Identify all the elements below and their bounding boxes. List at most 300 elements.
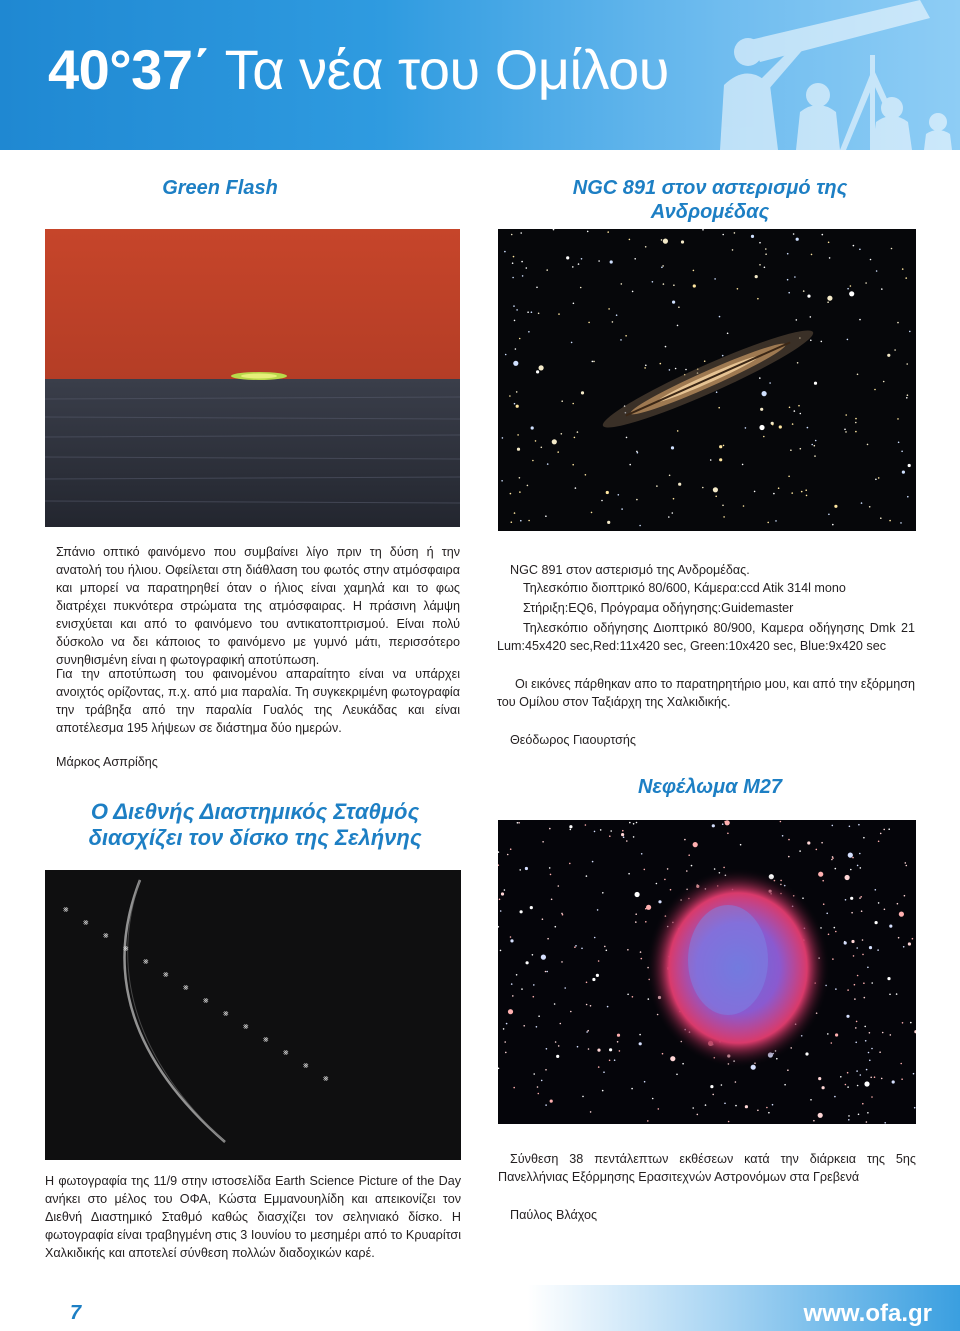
star-dot [759, 425, 764, 430]
star-dot [878, 841, 880, 843]
star-dot [514, 403, 516, 405]
star-dot [562, 914, 564, 916]
star-dot [631, 1088, 633, 1090]
star-dot [673, 498, 675, 500]
star-dot [573, 303, 575, 305]
star-dot [828, 514, 830, 516]
star-dot [734, 232, 736, 234]
iss-marker: ⨳ [243, 1022, 249, 1032]
star-dot [625, 335, 627, 337]
star-dot [898, 937, 900, 939]
star-dot [862, 1103, 864, 1105]
star-dot [587, 231, 589, 233]
star-dot [504, 251, 506, 253]
star-dot [863, 982, 865, 984]
star-dot [581, 948, 583, 950]
star-dot [722, 505, 724, 507]
star-dot [723, 516, 725, 518]
star-dot [629, 239, 631, 241]
star-dot [629, 464, 631, 466]
star-dot [572, 266, 574, 268]
star-dot [574, 946, 576, 948]
ngc891-exposure: Τηλεσκόπιο οδήγησης Διοπτρικό 80/900, Καμερα οδήγησης Dmk 21 Lum:45x420 sec,Red:11x420 sec, Green:10x420 sec, Blue:9x420 sec [497, 621, 915, 653]
star-dot [732, 249, 734, 251]
star-dot [719, 445, 722, 448]
star-dot [626, 437, 628, 439]
m27-paragraph: Σύνθεση 38 πεντάλεπτων εκθέσεων κατά την διάρκεια της 5ης Πανελλήνιας Εξόρμησης Ερασιτεχνών Αστρονόμων στα Γρεβενά [498, 1152, 916, 1184]
star-dot [500, 910, 502, 912]
iss-marker: ⨳ [263, 1035, 269, 1045]
star-dot [644, 1081, 646, 1083]
star-dot [614, 1059, 616, 1061]
star-dot [510, 493, 512, 495]
star-dot [822, 234, 824, 236]
star-dot [516, 405, 519, 408]
star-dot [590, 1111, 592, 1113]
star-dot [854, 998, 856, 1000]
star-dot [667, 868, 669, 870]
star-dot [545, 1069, 547, 1071]
star-dot [905, 277, 907, 279]
star-dot [856, 1021, 858, 1023]
star-dot [866, 1121, 868, 1123]
star-dot [588, 1048, 590, 1050]
star-dot [618, 494, 620, 496]
star-dot [511, 983, 513, 985]
star-dot [908, 464, 911, 467]
star-dot [902, 268, 904, 270]
star-dot [612, 321, 614, 323]
green-flash-paragraph-2: Για την αποτύπωση του φαινομένου απαραίτητο είναι να υπάρχει ανοιχτός ορίζοντας, π.χ. από μια παραλία. Τη συγκεκριμένη φωτογραφία την τράβηξα από την παραλία Γυαλός της Λευκάδας και είναι αποτέλεσμα 195 λήψεων σε διάστημα δύο ημερών. [56, 667, 460, 735]
star-dot [598, 1066, 600, 1068]
star-dot [875, 889, 877, 891]
star-dot [498, 1068, 499, 1070]
star-dot [512, 277, 514, 279]
star-dot [621, 508, 623, 510]
star-dot [865, 1040, 867, 1042]
star-dot [710, 1085, 713, 1088]
star-dot [870, 1077, 872, 1079]
star-dot [880, 833, 882, 835]
star-dot [813, 1120, 815, 1122]
star-dot [502, 437, 504, 439]
astronomers-silhouette-icon [660, 0, 960, 150]
star-dot [713, 487, 718, 492]
star-dot [656, 883, 658, 885]
star-dot [665, 346, 667, 348]
star-dot [586, 1031, 588, 1033]
star-dot [592, 361, 594, 363]
star-dot [647, 1120, 649, 1122]
star-dot [846, 1015, 849, 1018]
star-dot [889, 994, 891, 996]
star-dot [881, 1078, 883, 1080]
star-dot [512, 262, 514, 264]
star-dot [858, 824, 860, 826]
star-dot [663, 239, 668, 244]
star-dot [640, 951, 642, 953]
star-dot [639, 1034, 641, 1036]
star-dot [561, 400, 563, 402]
star-dot [511, 521, 513, 523]
star-dot [832, 857, 834, 859]
ngc891-telescope: Τηλεσκόπιο διοπτρικό 80/600, Κάμερα:ccd Atik 314l mono [523, 581, 846, 595]
star-dot [660, 363, 662, 365]
star-dot [566, 256, 569, 259]
star-dot [574, 437, 576, 439]
star-dot [628, 873, 630, 875]
iss-moon-photo [45, 870, 461, 1160]
star-dot [586, 875, 588, 877]
star-dot [510, 936, 512, 938]
star-dot [588, 322, 590, 324]
star-dot [646, 905, 651, 910]
star-dot [678, 306, 680, 308]
star-dot [797, 362, 799, 364]
star-dot [724, 1103, 726, 1105]
star-dot [572, 403, 574, 405]
star-dot [821, 341, 823, 343]
star-dot [714, 868, 716, 870]
star-dot [907, 394, 909, 396]
star-dot [897, 322, 899, 324]
star-dot [556, 1055, 559, 1058]
star-dot [835, 868, 837, 870]
star-dot [626, 840, 628, 842]
star-dot [519, 477, 521, 479]
star-dot [847, 339, 849, 341]
star-dot [864, 1026, 866, 1028]
green-flash-photo [45, 229, 460, 527]
star-dot [853, 955, 855, 957]
star-dot [661, 239, 663, 241]
star-dot [503, 1028, 505, 1030]
star-dot [859, 897, 861, 899]
star-dot [828, 934, 830, 936]
star-dot [759, 377, 761, 379]
star-dot [546, 269, 548, 271]
star-dot [751, 235, 754, 238]
star-dot [855, 1027, 857, 1029]
m27-photo [498, 820, 916, 1124]
star-dot [878, 477, 880, 479]
star-dot [570, 829, 572, 831]
star-dot [528, 520, 530, 522]
star-dot [884, 909, 886, 911]
star-dot [894, 349, 896, 351]
star-dot [845, 899, 847, 901]
star-dot [527, 311, 529, 313]
star-dot [762, 391, 767, 396]
star-dot [811, 254, 813, 256]
star-dot [844, 941, 847, 944]
star-dot [550, 874, 552, 876]
star-dot [677, 430, 679, 432]
star-dot [880, 517, 882, 519]
star-dot [769, 382, 771, 384]
title-number: 40°37΄ [48, 38, 211, 101]
star-dot [546, 1048, 548, 1050]
star-dot [635, 892, 640, 897]
star-dot [755, 275, 758, 278]
star-dot [899, 912, 904, 917]
star-dot [876, 270, 878, 272]
star-dot [898, 442, 900, 444]
star-dot [716, 391, 718, 393]
star-dot [607, 1006, 609, 1008]
star-dot [743, 505, 745, 507]
star-dot [796, 319, 798, 321]
star-dot [719, 458, 722, 461]
star-dot [867, 1112, 869, 1114]
star-dot [602, 1090, 604, 1092]
star-dot [582, 1096, 584, 1098]
star-dot [862, 939, 864, 941]
iss-marker: ⨳ [163, 970, 169, 980]
star-dot [577, 1046, 579, 1048]
star-dot [549, 828, 551, 830]
star-dot [635, 913, 637, 915]
star-dot [591, 512, 593, 514]
star-dot [831, 859, 833, 861]
star-dot [896, 993, 898, 995]
star-dot [826, 913, 828, 915]
star-dot [792, 423, 794, 425]
star-dot [519, 491, 521, 493]
star-dot [745, 427, 747, 429]
star-dot [757, 1110, 759, 1112]
star-dot [902, 471, 905, 474]
star-dot [704, 360, 706, 362]
star-dot [609, 1060, 611, 1062]
star-dot [853, 245, 855, 247]
star-dot [547, 938, 549, 940]
star-dot [644, 869, 646, 871]
iss-marker: ⨳ [323, 1074, 329, 1084]
star-dot [847, 1086, 849, 1088]
star-dot [849, 291, 854, 296]
star-dot [852, 857, 854, 859]
star-dot [814, 382, 817, 385]
star-dot [814, 445, 816, 447]
star-dot [865, 282, 867, 284]
iss-marker: ⨳ [63, 905, 69, 915]
star-dot [516, 974, 518, 976]
star-dot [818, 872, 823, 877]
star-dot [871, 1096, 873, 1098]
star-dot [902, 1022, 904, 1024]
star-dot [688, 854, 690, 856]
iss-marker: ⨳ [203, 996, 209, 1006]
star-dot [610, 260, 613, 263]
iss-marker: ⨳ [123, 944, 129, 954]
star-dot [558, 1045, 560, 1047]
star-dot [535, 440, 537, 442]
star-dot [681, 240, 684, 243]
star-dot [604, 946, 606, 948]
star-dot [832, 825, 834, 827]
star-dot [816, 849, 818, 851]
star-dot [844, 429, 846, 431]
star-dot [900, 522, 902, 524]
star-dot [798, 405, 800, 407]
star-dot [861, 502, 863, 504]
star-dot [509, 395, 511, 397]
star-dot [848, 853, 853, 858]
star-dot [913, 1073, 915, 1075]
star-dot [498, 851, 499, 853]
star-dot [914, 1107, 916, 1109]
star-dot [633, 836, 635, 838]
star-dot [901, 1078, 903, 1080]
star-dot [775, 520, 777, 522]
star-dot [854, 984, 856, 986]
ngc891-author: Θεόδωρος Γιαουρτσής [510, 733, 636, 747]
star-dot [575, 945, 577, 947]
page-number: 7 [70, 1302, 82, 1324]
star-dot [722, 355, 724, 357]
star-dot [672, 512, 674, 514]
star-dot [827, 301, 829, 303]
star-dot [515, 348, 517, 350]
star-dot [787, 253, 789, 255]
star-dot [875, 921, 878, 924]
star-dot [676, 1074, 678, 1076]
star-dot [851, 940, 854, 943]
star-dot [532, 460, 534, 462]
star-dot [835, 988, 837, 990]
star-dot [907, 496, 909, 498]
star-dot [800, 448, 802, 450]
star-dot [597, 909, 599, 911]
star-dot [682, 1063, 684, 1065]
star-dot [526, 267, 528, 269]
star-dot [629, 822, 631, 824]
star-dot [560, 1023, 562, 1025]
star-dot [592, 861, 594, 863]
star-dot [594, 831, 596, 833]
star-dot [794, 276, 796, 278]
star-dot [644, 367, 646, 369]
star-dot [910, 1022, 912, 1024]
star-dot [900, 1063, 902, 1065]
star-dot [517, 434, 519, 436]
star-dot [754, 491, 756, 493]
star-dot [818, 1113, 823, 1118]
star-dot [850, 869, 852, 871]
star-dot [587, 1030, 589, 1032]
star-dot [851, 912, 853, 914]
star-dot [784, 1084, 786, 1086]
star-dot [512, 995, 514, 997]
star-dot [546, 971, 548, 973]
star-dot [807, 427, 809, 429]
star-dot [547, 463, 549, 465]
star-dot [527, 485, 529, 487]
star-dot [523, 1025, 525, 1027]
star-dot [745, 1105, 748, 1108]
star-dot [693, 842, 698, 847]
iss-marker: ⨳ [103, 931, 109, 941]
star-dot [845, 1084, 847, 1086]
star-dot [519, 338, 521, 340]
star-dot [520, 520, 522, 522]
star-dot [521, 988, 523, 990]
title-text: Τα νέα του Ομίλου [224, 38, 669, 101]
star-dot [814, 455, 816, 457]
star-dot [533, 996, 535, 998]
star-dot [868, 1052, 870, 1054]
footer-url-link[interactable]: www.ofa.gr [803, 1300, 932, 1327]
star-dot [555, 1041, 557, 1043]
star-dot [672, 301, 675, 304]
star-dot [764, 267, 766, 269]
star-dot [903, 946, 905, 948]
page-title [48, 38, 669, 101]
star-dot [766, 1107, 768, 1109]
star-dot [539, 365, 544, 370]
star-dot [827, 1033, 829, 1035]
star-dot [871, 982, 873, 984]
star-dot [517, 822, 519, 824]
star-dot [847, 1072, 849, 1074]
star-dot [780, 821, 782, 823]
star-dot [867, 967, 869, 969]
star-dot [530, 906, 533, 909]
star-dot [564, 987, 566, 989]
star-dot [538, 1015, 540, 1017]
star-dot [623, 836, 625, 838]
star-dot [881, 288, 883, 290]
star-dot [606, 491, 609, 494]
iss-paragraph: Η φωτογραφία της 11/9 στην ιστοσελίδα Earth Science Picture of the Day ανήκει στο μέλος του ΟΦΑ, Κώστα Εμμανουηλίδη και απεικονίζει τον Διεθνή Διαστημικό Σταθμό καθώς διασχίζει τον σεληνιακό δίσκο. Η φωτογραφία είναι τραβηγμένη στις 3 Ιουνίου το μεσημέρι από το Κρυαρίτσι Χαλκιδικής και αποτελεί σύνθεση πολλών διαδοχικών καρέ. [45, 1174, 461, 1260]
star-dot [884, 1122, 886, 1124]
ngc891-title: NGC 891 στον αστερισμό της Ανδρομέδας [572, 177, 848, 223]
star-dot [874, 1076, 876, 1078]
star-dot [499, 899, 501, 901]
star-dot [821, 842, 823, 844]
star-dot [828, 242, 830, 244]
star-dot [555, 926, 557, 928]
star-dot [888, 828, 890, 830]
star-dot [869, 946, 872, 949]
star-dot [585, 824, 587, 826]
star-dot [727, 333, 729, 335]
star-dot [796, 238, 799, 241]
star-dot [675, 368, 677, 370]
star-dot [822, 1086, 825, 1089]
star-dot [558, 313, 560, 315]
star-dot [850, 897, 853, 900]
star-dot [810, 340, 812, 342]
star-dot [673, 284, 675, 286]
star-dot [516, 309, 518, 311]
star-dot [520, 910, 523, 913]
star-dot [601, 500, 603, 502]
star-dot [501, 480, 503, 482]
star-dot [498, 864, 499, 866]
star-dot [832, 524, 834, 526]
star-dot [510, 939, 513, 942]
star-dot [616, 314, 618, 316]
star-dot [531, 311, 533, 313]
page-header [0, 0, 960, 150]
star-dot [693, 284, 696, 287]
star-dot [528, 331, 530, 333]
star-dot [578, 263, 580, 265]
star-dot [639, 1042, 642, 1045]
star-dot [607, 231, 609, 233]
